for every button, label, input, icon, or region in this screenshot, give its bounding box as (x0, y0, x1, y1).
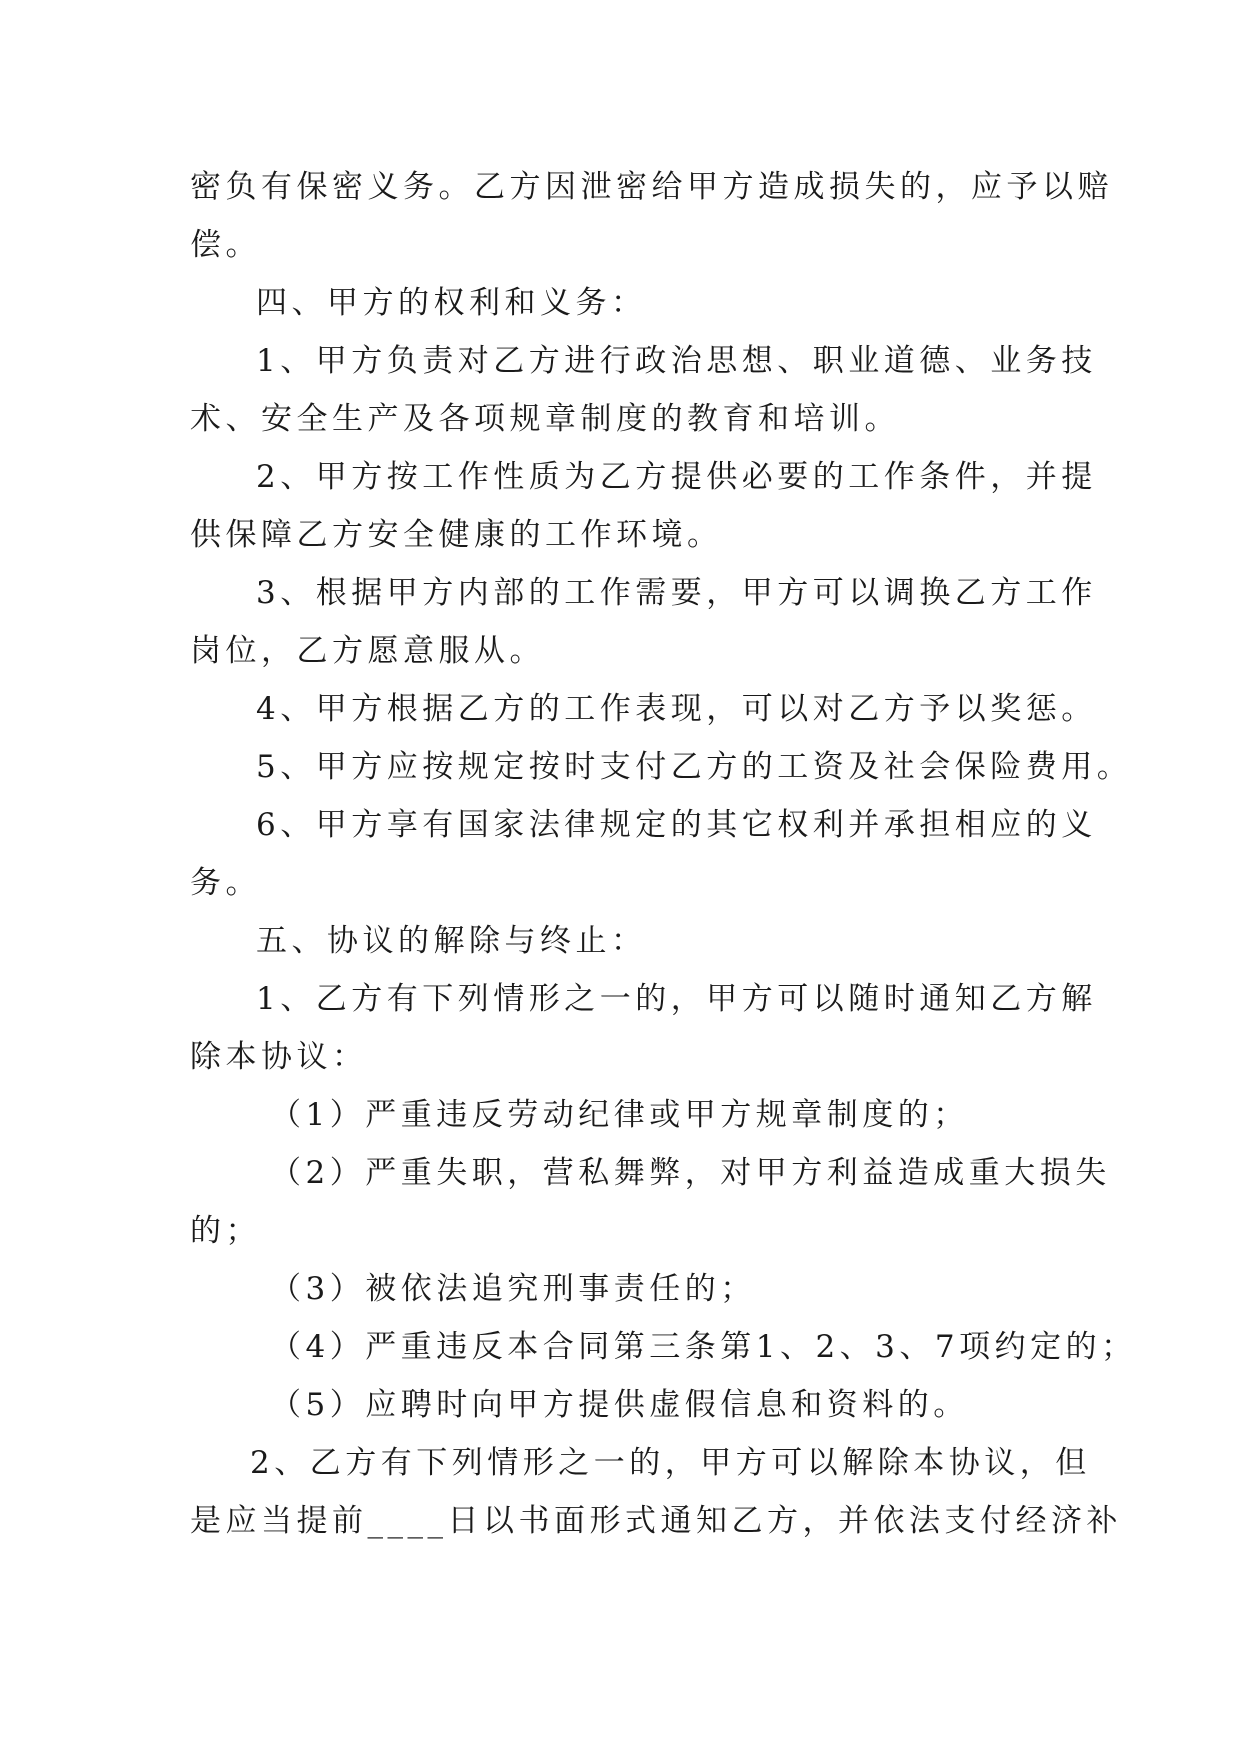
paragraph-line: 岗位，乙方愿意服从。 (190, 633, 545, 669)
paragraph-line: 1、甲方负责对乙方进行政治思想、职业道德、业务技 (256, 343, 1097, 379)
document-body (190, 158, 1137, 1550)
paragraph-line: 术、安全生产及各项规章制度的教育和培训。 (190, 401, 900, 437)
paragraph-line: 密负有保密义务。乙方因泄密给甲方造成损失的，应予以赔 (190, 169, 1113, 205)
list-item: （1）严重违反劳动纪律或甲方规章制度的； (270, 1097, 969, 1133)
list-item: （4）严重违反本合同第三条第1、2、3、7项约定的； (270, 1329, 1137, 1365)
paragraph-line: 务。 (190, 865, 261, 901)
paragraph-line: 除本协议： (190, 1039, 368, 1075)
list-item-continuation: 的； (190, 1213, 261, 1249)
list-item: （3）被依法追究刑事责任的； (270, 1271, 756, 1307)
paragraph-line: 2、乙方有下列情形之一的，甲方可以解除本协议，但 (250, 1445, 1091, 1481)
section-heading: 四、甲方的权利和义务： (256, 285, 647, 321)
paragraph-line: 偿。 (190, 227, 261, 263)
paragraph-line: 6、甲方享有国家法律规定的其它权利并承担相应的义 (256, 807, 1097, 843)
paragraph-line: 3、根据甲方内部的工作需要，甲方可以调换乙方工作 (256, 575, 1097, 611)
paragraph-line: 4、甲方根据乙方的工作表现，可以对乙方予以奖惩。 (256, 691, 1097, 727)
paragraph-line: 1、乙方有下列情形之一的，甲方可以随时通知乙方解 (256, 981, 1097, 1017)
list-item: （2）严重失职，营私舞弊，对甲方利益造成重大损失 (270, 1155, 1111, 1191)
paragraph-line: 2、甲方按工作性质为乙方提供必要的工作条件，并提 (256, 459, 1097, 495)
paragraph-line: 5、甲方应按规定按时支付乙方的工资及社会保险费用。 (256, 749, 1133, 785)
section-heading: 五、协议的解除与终止： (256, 923, 647, 959)
list-item: （5）应聘时向甲方提供虚假信息和资料的。 (270, 1387, 969, 1423)
paragraph-line: 供保障乙方安全健康的工作环境。 (190, 517, 723, 553)
paragraph-line: 是应当提前____日以书面形式通知乙方，并依法支付经济补 (190, 1503, 1122, 1539)
